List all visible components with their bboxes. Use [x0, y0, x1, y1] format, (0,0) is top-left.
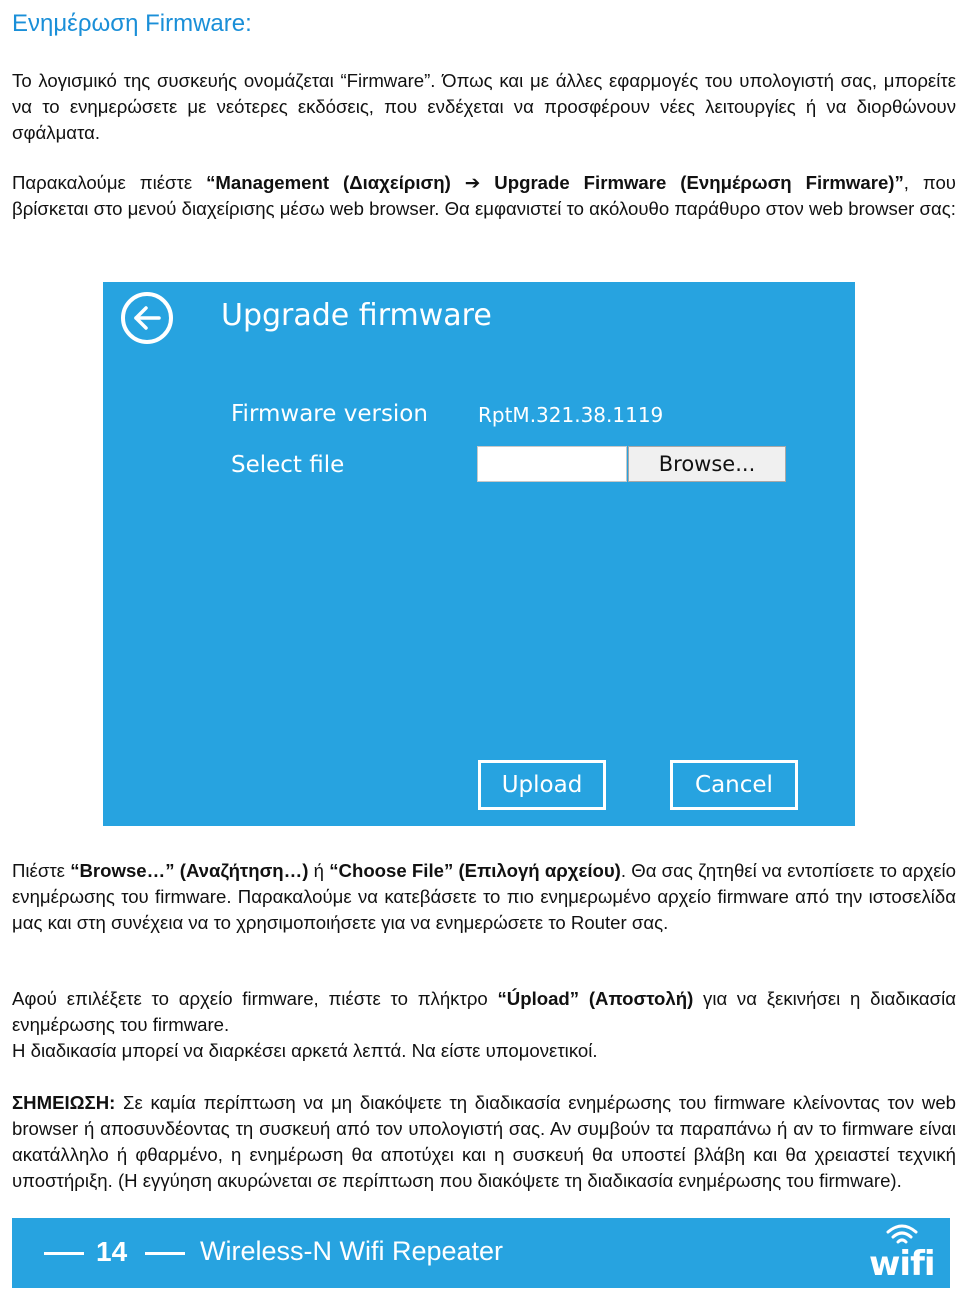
browse-text-3: . Θα σας ζητηθεί να εντοπίσετε το αρχείο ενημέρωσης του firmware. Παρακαλούμε να κατεβάσετε το πιο ενημερωμένο αρχείο firmware από την ιστοσελίδα μας και στη συνέχεια να το χρησιμοποιήσετε για να ενημερώσετε το Router σας.: [12, 860, 956, 933]
browse-term: “Browse…” (Αναζήτηση…): [70, 860, 309, 881]
note-label: ΣΗΜΕΙΩΣΗ:: [12, 1092, 116, 1113]
upload-term: “Úpload” (Αποστολή): [497, 988, 694, 1009]
browse-paragraph: [12, 858, 956, 936]
screenshot-title: Upgrade firmware: [221, 298, 492, 333]
choose-file-term: “Choose File” (Επιλογή αρχείου): [329, 860, 621, 881]
back-arrow-icon: [131, 302, 163, 334]
firmware-version-value: RptM.321.38.1119: [478, 403, 664, 427]
instruction-text-2: , που βρίσκεται στο μενού διαχείρισης μέσω web browser. Θα εμφανιστεί το ακόλουθο παράθυρο στον web browser σας:: [12, 172, 956, 219]
browse-text-1: Πιέστε: [12, 860, 71, 881]
upload-paragraph: [12, 986, 956, 1064]
page-heading: Ενημέρωση Firmware:: [12, 10, 252, 37]
note-text: Σε καμία περίπτωση να μη διακόψετε τη διαδικασία ενημέρωσης του firmware κλείνοντας τον web browser ή αποσυνδέοντας τη συσκευή από τον υπολογιστή σας. Αν συμβούν τα παραπάνω ή αν το firmware είναι ακατάλληλο ή φθαρμένο, η ενημέρωση θα αποτύχει και η συσκευή θα υποστεί βλάβη και θα χρειαστεί τεχνική υποστήριξη. (Η εγγύηση ακυρώνεται σε περίπτωση που διακόψετε τη διαδικασία ενημέρωσης του firmware).: [12, 1092, 956, 1191]
browse-button[interactable]: Browse...: [628, 446, 786, 482]
back-button[interactable]: [121, 292, 173, 344]
file-path-input[interactable]: [477, 446, 627, 482]
wifi-logo: [867, 1222, 937, 1284]
menu-path: “Management (Διαχείριση) ➔ Upgrade Firmware (Ενημέρωση Firmware)”: [206, 172, 904, 193]
firmware-version-label: Firmware version: [231, 401, 428, 427]
upgrade-firmware-screenshot: [103, 282, 855, 826]
upload-text-1: Αφού επιλέξετε το αρχείο firmware, πιέστε το πλήκτρο: [12, 988, 498, 1009]
cancel-button[interactable]: Cancel: [670, 760, 798, 810]
select-file-label: Select file: [231, 452, 345, 478]
product-name: Wireless-N Wifi Repeater: [200, 1236, 504, 1266]
browse-text-2: ή: [308, 860, 330, 881]
page-number: 14: [96, 1236, 128, 1267]
page-footer: [12, 1218, 950, 1288]
upload-text-2: για να ξεκινήσει η διαδικασία ενημέρωσης του firmware.: [12, 988, 957, 1035]
intro-paragraph: Το λογισμικό της συσκευής ονομάζεται “Firmware”. Όπως και με άλλες εφαρμογές του υπολογιστή σας, μπορείτε να το ενημερώσετε με νεότερες εκδόσεις, που ενδέχεται να προσφέρουν νέες λειτουργίες ή να διορθώνουν σφάλματα.: [12, 70, 956, 143]
footer-divider-left: [44, 1252, 84, 1255]
instruction-text: Παρακαλούμε πιέστε: [12, 172, 207, 193]
duration-note: Η διαδικασία μπορεί να διαρκέσει αρκετά λεπτά. Να είστε υπομονετικοί.: [12, 1040, 598, 1061]
footer-divider-right: [145, 1252, 185, 1255]
instruction-paragraph: [12, 170, 956, 222]
wifi-logo-text: wifi: [869, 1244, 935, 1284]
upload-button[interactable]: Upload: [478, 760, 606, 810]
wifi-signal-icon: [885, 1222, 919, 1244]
note-paragraph: [12, 1090, 956, 1194]
